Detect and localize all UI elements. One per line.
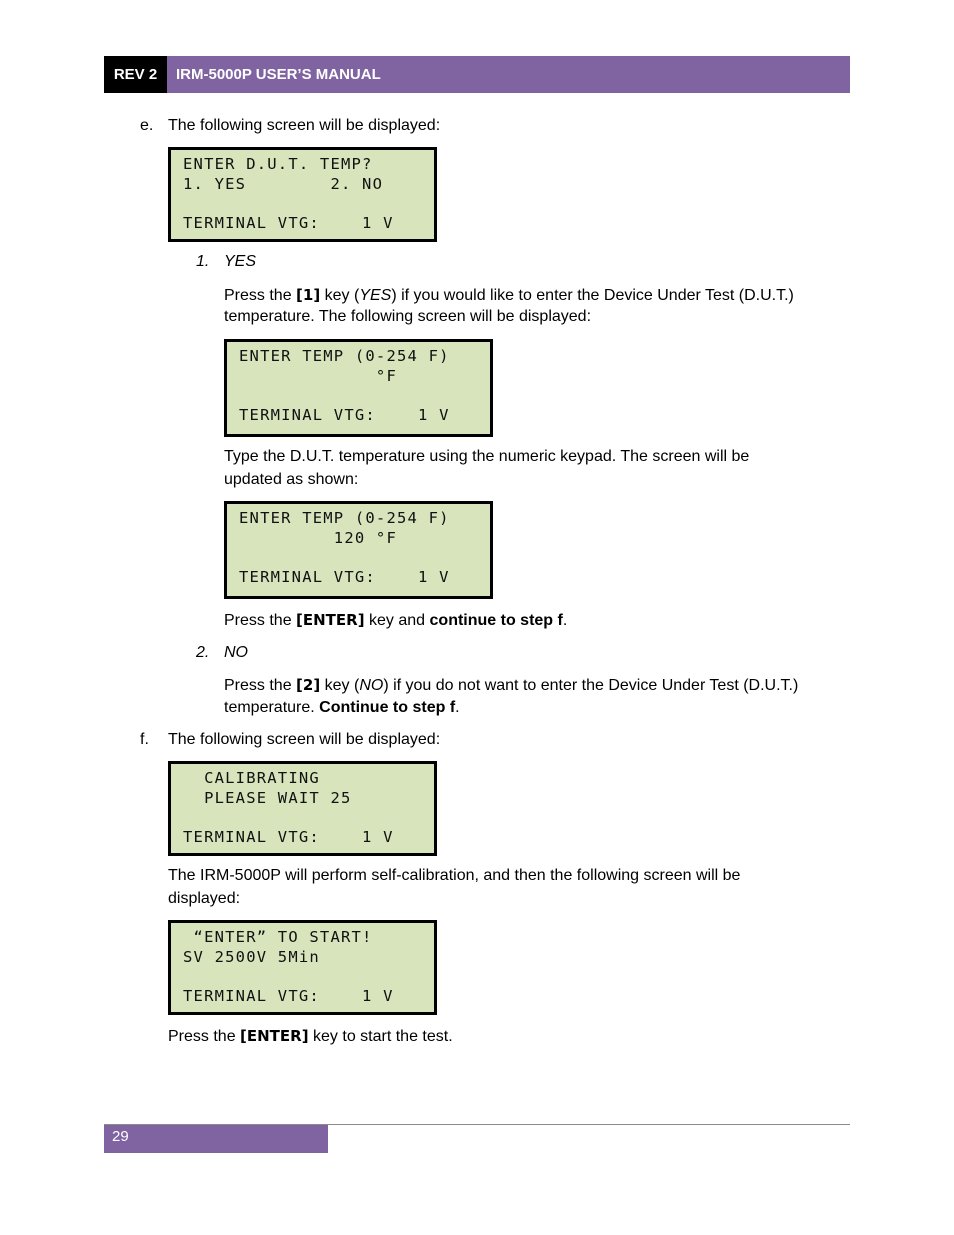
step-e-marker: e.: [140, 117, 154, 134]
lcd-line: “ENTER” TO START!: [183, 928, 373, 946]
type-temp-line2: updated as shown:: [224, 471, 359, 488]
type-temp-line1: Type the D.U.T. temperature using the numeric keypad. The screen will be: [224, 448, 750, 465]
lcd-screen-enter-to-start: [168, 920, 437, 1015]
yes-instruction-line2: temperature. The following screen will be displayed:: [224, 308, 592, 325]
lcd-line: PLEASE WAIT 25: [183, 788, 352, 807]
lcd-line: 1. YES 2. NO: [183, 174, 384, 193]
lcd-line: [183, 194, 434, 214]
option-yes-marker: 1.: [196, 253, 210, 270]
step-f-text: The following screen will be displayed:: [168, 731, 441, 748]
press-enter-continue: Press the [ENTER] key and continue to step f.: [224, 611, 568, 629]
key-1: [1]: [296, 286, 321, 304]
lcd-line: 120 °F: [239, 528, 397, 547]
no-instruction-line1: Press the [2] key (NO) if you do not want to enter the Device Under Test (D.U.T.): [224, 676, 799, 694]
lcd-screen-temp-entered: [224, 501, 493, 599]
lcd-line: TERMINAL VTG: 1 V: [239, 405, 450, 424]
lcd-line: [183, 967, 434, 987]
self-calibration-line1: The IRM-5000P will perform self-calibration, and then the following screen will be: [168, 867, 741, 884]
lcd-line: SV 2500V 5Min: [183, 947, 320, 966]
lcd-line: [239, 548, 490, 568]
no-instruction-line2: temperature. Continue to step f.: [224, 699, 460, 716]
lcd-line: [239, 386, 490, 406]
lcd-line: ENTER TEMP (0-254 F): [239, 509, 450, 527]
page-header: [104, 56, 850, 93]
key-enter: [ENTER]: [240, 1027, 309, 1045]
option-no-label: NO: [224, 644, 248, 661]
self-calibration-line2: displayed:: [168, 890, 241, 907]
lcd-line: CALIBRATING: [183, 769, 320, 787]
lcd-line: ENTER TEMP (0-254 F): [239, 347, 450, 365]
lcd-line: TERMINAL VTG: 1 V: [239, 567, 450, 586]
manual-title: IRM-5000P USER’S MANUAL: [167, 56, 850, 93]
lcd-line: TERMINAL VTG: 1 V: [183, 213, 394, 232]
lcd-screen-enter-temp: [224, 339, 493, 437]
key-enter: [ENTER]: [296, 611, 365, 629]
page-number: 29: [104, 1125, 328, 1153]
yes-instruction-line1: Press the [1] key (YES) if you would like to enter the Device Under Test (D.U.T.): [224, 286, 794, 304]
lcd-line: TERMINAL VTG: 1 V: [183, 986, 394, 1005]
lcd-line: °F: [239, 366, 397, 385]
option-yes-label: YES: [224, 253, 257, 270]
lcd-line: [183, 808, 434, 828]
key-2: [2]: [296, 676, 321, 694]
step-f-marker: f.: [140, 731, 149, 748]
option-no-marker: 2.: [196, 644, 210, 661]
lcd-line: ENTER D.U.T. TEMP?: [183, 155, 373, 173]
lcd-screen-calibrating: [168, 761, 437, 856]
press-enter-start: Press the [ENTER] key to start the test.: [168, 1027, 453, 1045]
lcd-line: TERMINAL VTG: 1 V: [183, 827, 394, 846]
lcd-screen-dut-temp: [168, 147, 437, 242]
revision-label: REV 2: [104, 56, 167, 93]
step-e-text: The following screen will be displayed:: [168, 117, 441, 134]
